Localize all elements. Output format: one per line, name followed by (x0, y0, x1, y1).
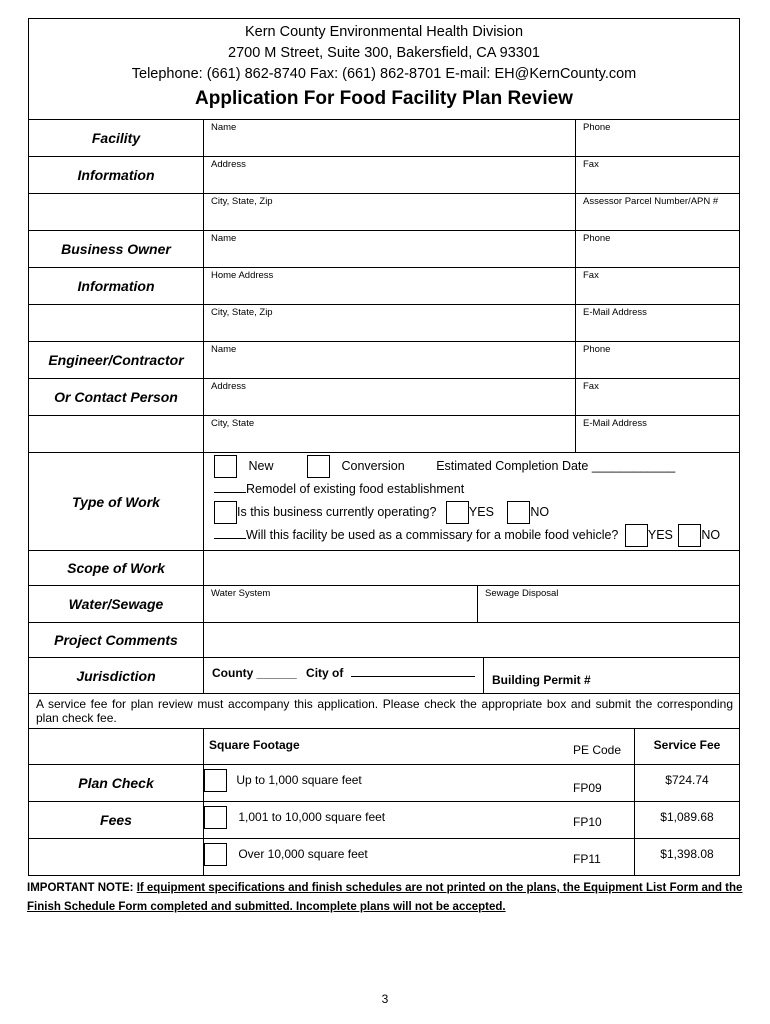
commissary-yes-checkbox[interactable] (625, 524, 648, 547)
field-caption: City, State, Zip (211, 196, 273, 207)
commissary-label: Will this facility be used as a commissary for a mobile food vehicle? (246, 528, 619, 542)
facility-name-field[interactable] (204, 120, 576, 157)
engineer-city-field[interactable] (204, 416, 576, 453)
conversion-checkbox[interactable] (307, 455, 330, 478)
project-comments-label: Project Comments (29, 623, 204, 658)
fee-checkbox[interactable] (204, 843, 227, 866)
operating-yes-checkbox[interactable] (446, 501, 469, 524)
field-caption: Assessor Parcel Number/APN # (583, 196, 719, 207)
page-number: 3 (381, 992, 389, 1006)
field-caption: Phone (583, 233, 611, 244)
facility-address-field[interactable] (204, 157, 576, 194)
owner-city-field[interactable] (204, 305, 576, 342)
city-of-line (351, 676, 475, 677)
plan-check-label: Plan Check (29, 765, 204, 802)
facility-fax-field[interactable] (576, 157, 740, 194)
engineer-blank (29, 416, 204, 453)
operating-checkbox[interactable] (214, 501, 237, 524)
field-caption: E-Mail Address (583, 307, 647, 318)
fee-sqft: 1,001 to 10,000 square feet (238, 809, 386, 824)
building-permit-field[interactable] (484, 658, 591, 693)
owner-email-field[interactable] (576, 305, 740, 342)
field-caption: City, State, Zip (211, 307, 273, 318)
square-footage-header: Square Footage (209, 738, 300, 752)
field-caption: Name (211, 344, 237, 355)
engineer-address-field[interactable] (204, 379, 576, 416)
scope-of-work-label: Scope of Work (29, 551, 204, 586)
note-text: If equipment specifications and finish schedules are not printed on the plans, the Equipment List Form and the Finish Schedule Form completed and submitted. Incomplete plans will not be accepted. (27, 882, 743, 913)
type-of-work-label: Type of Work (29, 453, 204, 551)
fees-header-blank (29, 729, 204, 765)
project-comments-field[interactable] (204, 623, 740, 658)
form-header (29, 19, 740, 120)
agency-name: Kern County Environmental Health Division (244, 24, 524, 40)
engineer-phone-field[interactable] (576, 342, 740, 379)
commissary-no-checkbox[interactable] (678, 524, 701, 547)
field-caption: Fax (583, 159, 599, 170)
no-label: NO (530, 505, 550, 519)
field-caption: Name (211, 122, 237, 133)
fee-pe-code: FP11 (573, 852, 601, 866)
field-caption: Sewage Disposal (485, 588, 559, 599)
facility-info-label: Information (29, 157, 204, 194)
facility-blank (29, 194, 204, 231)
conversion-label: Conversion (341, 459, 405, 473)
facility-apn-field[interactable] (576, 194, 740, 231)
operating-no-checkbox[interactable] (507, 501, 530, 524)
owner-address-field[interactable] (204, 268, 576, 305)
owner-blank (29, 305, 204, 342)
field-caption: Fax (583, 270, 599, 281)
facility-city-field[interactable] (204, 194, 576, 231)
service-fee-header: Service Fee (634, 729, 739, 764)
commissary-checkbox[interactable] (214, 538, 246, 539)
form-table (28, 18, 740, 876)
scope-of-work-field[interactable] (204, 551, 740, 586)
engineer-email-field[interactable] (576, 416, 740, 453)
operating-label: Is this business currently operating? (237, 505, 437, 519)
jurisdiction-fields (204, 658, 740, 694)
fee-sqft: Over 10,000 square feet (238, 846, 368, 861)
field-caption: Home Address (211, 270, 274, 281)
new-checkbox[interactable] (214, 455, 237, 478)
completion-date-field[interactable]: Estimated Completion Date ____________ (436, 459, 676, 473)
form-title: Application For Food Facility Plan Review (195, 88, 573, 109)
jurisdiction-label: Jurisdiction (29, 658, 204, 694)
fee-pe-code: FP09 (573, 781, 602, 795)
type-of-work-section (204, 453, 740, 551)
field-caption: Name (211, 233, 237, 244)
owner-label: Business Owner (29, 231, 204, 268)
field-caption: City, State (211, 418, 255, 429)
fee-amount: $1,089.68 (634, 802, 739, 838)
fee-row (204, 839, 740, 876)
county-label: County ______ (212, 666, 297, 680)
field-caption: E-Mail Address (583, 418, 647, 429)
owner-phone-field[interactable] (576, 231, 740, 268)
engineer-name-field[interactable] (204, 342, 576, 379)
building-permit-label: Building Permit # (492, 673, 591, 687)
no-label: NO (701, 528, 721, 542)
fees-header (204, 729, 740, 765)
field-caption: Phone (583, 122, 611, 133)
agency-contact: Telephone: (661) 862-8740 Fax: (661) 862-8701 E-mail: EH@KernCounty.com (131, 66, 637, 82)
water-system-field[interactable] (204, 586, 478, 622)
fee-checkbox[interactable] (204, 769, 227, 792)
field-caption: Fax (583, 381, 599, 392)
water-sewage-label: Water/Sewage (29, 586, 204, 623)
facility-phone-field[interactable] (576, 120, 740, 157)
remodel-label: Remodel of existing food establishment (246, 482, 465, 496)
county-city-field[interactable] (204, 658, 484, 693)
fee-amount: $724.74 (634, 765, 739, 801)
sewage-disposal-field[interactable] (478, 586, 558, 622)
owner-name-field[interactable] (204, 231, 576, 268)
new-label: New (248, 459, 274, 473)
fee-amount: $1,398.08 (634, 839, 739, 875)
fee-row (204, 802, 740, 839)
owner-fax-field[interactable] (576, 268, 740, 305)
important-note (27, 879, 757, 917)
owner-info-label: Information (29, 268, 204, 305)
field-caption: Water System (211, 588, 271, 599)
remodel-checkbox[interactable] (214, 492, 246, 493)
field-caption: Address (211, 381, 246, 392)
field-caption: Address (211, 159, 246, 170)
fee-sqft: Up to 1,000 square feet (236, 772, 362, 787)
fee-notice: A service fee for plan review must accompany this application. Please check the appropriate box and submit the corresponding plan check fee. (29, 694, 740, 729)
city-of-label: City of (306, 666, 344, 680)
contact-label: Or Contact Person (29, 379, 204, 416)
fees-blank (29, 839, 204, 876)
water-sewage-fields (204, 586, 740, 623)
engineer-label: Engineer/Contractor (29, 342, 204, 379)
fee-pe-code: FP10 (573, 815, 602, 829)
facility-label: Facility (29, 120, 204, 157)
fees-label: Fees (29, 802, 204, 839)
field-caption: Phone (583, 344, 611, 355)
application-form (28, 18, 739, 876)
fee-row (204, 765, 740, 802)
yes-label: YES (468, 505, 494, 519)
pe-code-header: PE Code (573, 743, 622, 757)
fee-checkbox[interactable] (204, 806, 227, 829)
note-prefix: IMPORTANT NOTE: (27, 882, 134, 894)
yes-label: YES (647, 528, 673, 542)
engineer-fax-field[interactable] (576, 379, 740, 416)
agency-address: 2700 M Street, Suite 300, Bakersfield, CA 93301 (228, 45, 540, 61)
